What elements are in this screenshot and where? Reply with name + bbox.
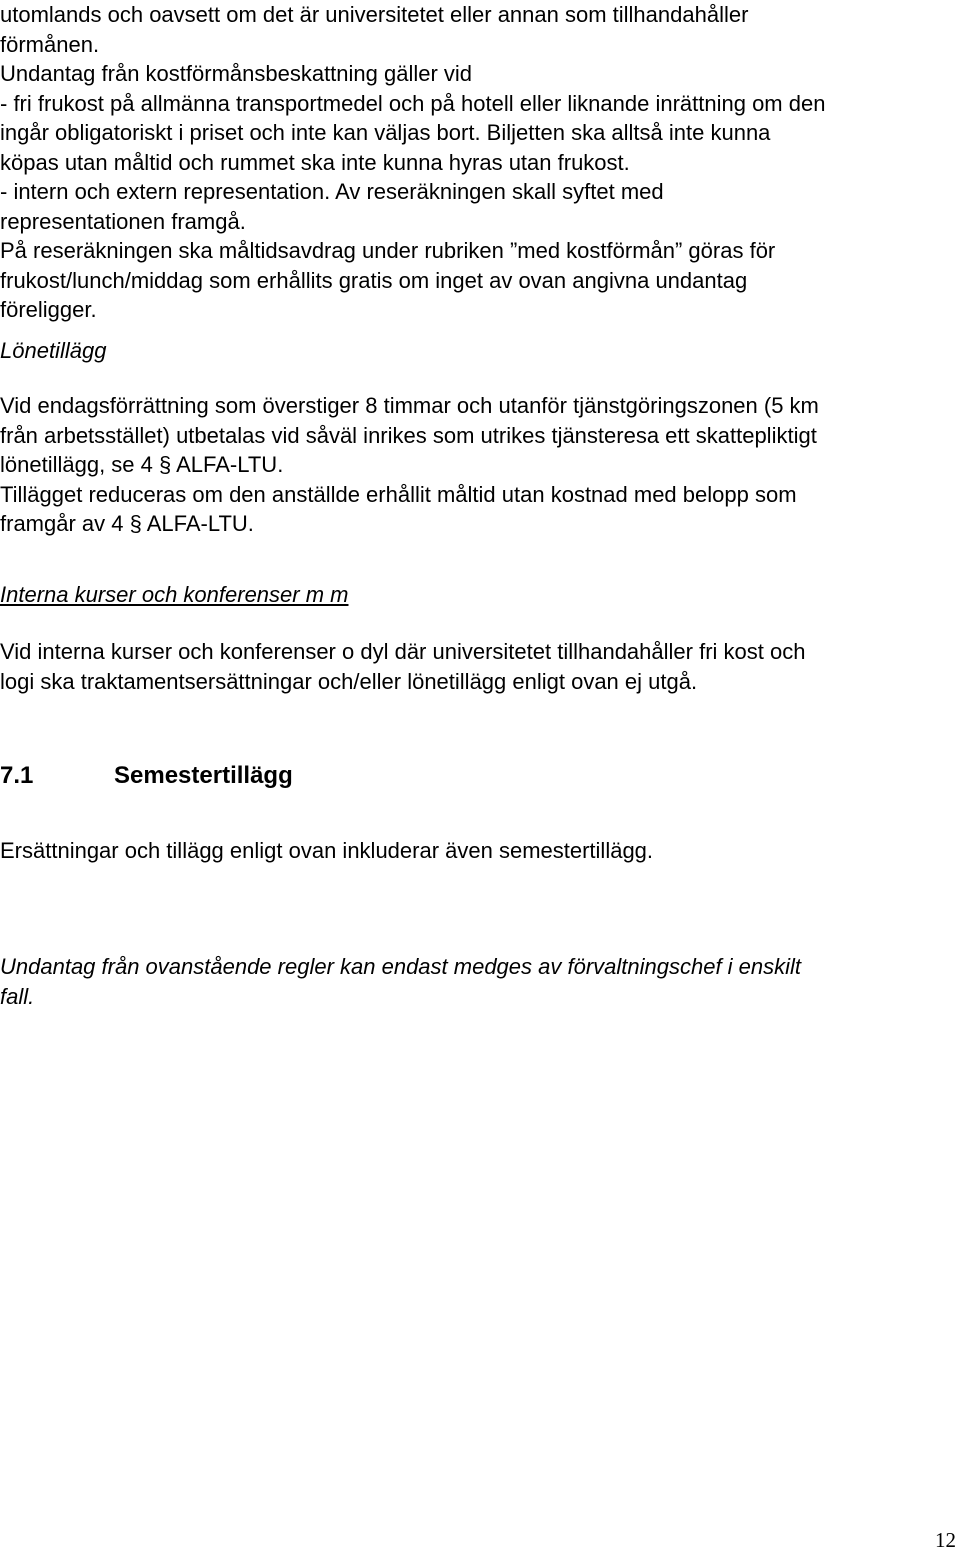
text-line: utomlands och oavsett om det är universitetet eller annan som tillhandahåller xyxy=(0,2,749,27)
text-line: köpas utan måltid och rummet ska inte kunna hyras utan frukost. xyxy=(0,149,630,175)
text-line: Vid interna kurser och konferenser o dyl där universitetet tillhandahåller fri kost och xyxy=(0,639,806,664)
text-line: framgår av 4 § ALFA-LTU. xyxy=(0,511,254,536)
text-line: Undantag från kostförmånsbeskattning gäller vid xyxy=(0,61,473,86)
text-line: ingår obligatoriskt i priset och inte kan väljas bort. Biljetten ska alltså inte kunna xyxy=(0,120,771,145)
text-line: logi ska traktamentsersättningar och/eller lönetillägg enligt ovan ej utgå. xyxy=(0,668,698,694)
text-line: Tillägget reduceras om den anställde erhållit måltid utan kostnad med belopp som xyxy=(0,481,797,507)
text-line: frukost/lunch/middag som erhållits gratis om inget av ovan angivna undantag xyxy=(0,267,748,293)
undantag-note xyxy=(0,952,955,1011)
text-line: - intern och extern representation. Av reseräkningen skall syftet med xyxy=(0,179,664,204)
text-line: - fri frukost på allmänna transportmedel och på hotell eller liknande inrättning om den xyxy=(0,90,826,116)
text-line: förmånen. xyxy=(0,31,100,57)
text-line: Undantag från ovanstående regler kan endast medges av förvaltningschef i enskilt xyxy=(0,954,802,979)
text-line: Vid endagsförrättning som överstiger 8 timmar och utanför tjänstgöringszonen (5 km xyxy=(0,393,819,418)
text-line: fall. xyxy=(0,983,35,1009)
text-line: På reseräkningen ska måltidsavdrag under rubriken ”med kostförmån” göras för xyxy=(0,238,776,263)
interna-kurser-text xyxy=(0,637,955,696)
text-line: representationen framgå. xyxy=(0,208,246,234)
section-title: Semestertillägg xyxy=(114,762,293,789)
kostforman-text xyxy=(0,0,955,325)
text-line: från arbetsstället) utbetalas vid såväl inrikes som utrikes tjänsteresa ett skattepliktigt xyxy=(0,422,817,448)
lonetillagg-heading: Lönetillägg xyxy=(0,338,107,363)
lonetillagg-text xyxy=(0,391,955,539)
section-number: 7.1 xyxy=(0,762,34,789)
page-number: 12 xyxy=(935,1528,956,1552)
text-line: föreligger. xyxy=(0,297,97,322)
interna-kurser-heading: Interna kurser och konferenser m m xyxy=(0,582,349,607)
text-line: lönetillägg, se 4 § ALFA-LTU. xyxy=(0,452,284,477)
semestertillagg-text: Ersättningar och tillägg enligt ovan inkluderar även semestertillägg. xyxy=(0,838,654,863)
